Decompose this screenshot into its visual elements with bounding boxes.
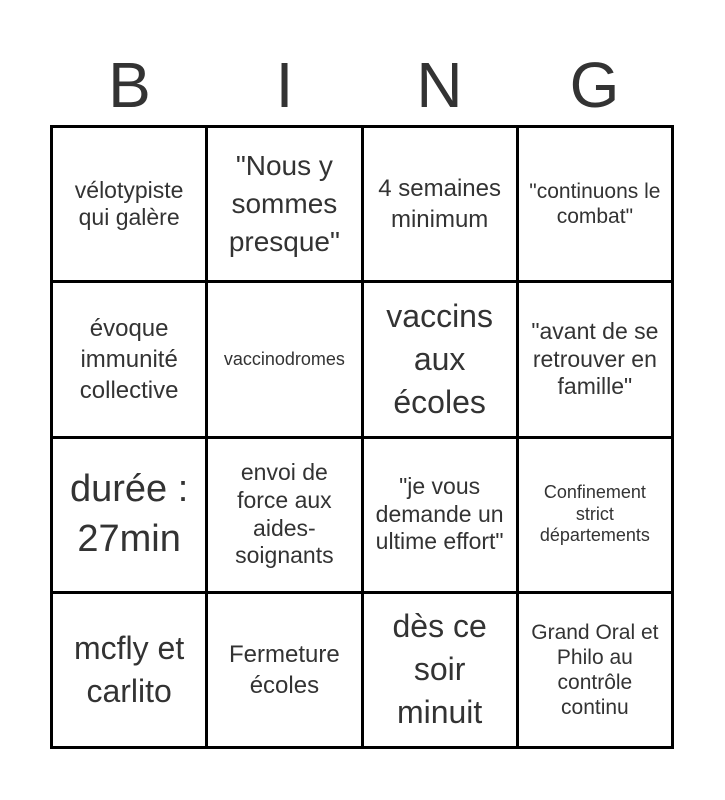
bingo-cell[interactable] [364, 594, 516, 746]
cell-text: envoi de force aux aides-soignants [235, 459, 334, 569]
bingo-cell[interactable] [53, 283, 205, 435]
header-letter-n: N [416, 49, 463, 121]
cell-text: durée : 27min [69, 468, 189, 560]
cell-text: vaccins aux écoles [386, 297, 493, 420]
bingo-cell[interactable] [364, 283, 516, 435]
cell-text: "avant de se retrouver en famille" [531, 317, 659, 400]
bingo-cell[interactable] [208, 128, 360, 280]
bingo-cell[interactable] [364, 439, 516, 591]
bingo-cell[interactable] [53, 128, 205, 280]
cell-text: vélotypiste qui galère [74, 176, 184, 231]
cell-text: évoque immunité collective [79, 314, 179, 404]
cell-text: Fermeture écoles [229, 640, 340, 699]
cell-text: "continuons le combat" [529, 179, 661, 229]
bingo-cell[interactable] [53, 594, 205, 746]
bingo-cell[interactable] [519, 594, 671, 746]
header-letter-g: G [569, 49, 620, 121]
bingo-cell[interactable] [208, 594, 360, 746]
cell-text: Grand Oral et Philo au contrôle continu [531, 620, 659, 720]
cell-text: "Nous y sommes presque" [228, 150, 340, 258]
bingo-board [50, 125, 674, 749]
cell-text: vaccinodromes [223, 348, 345, 369]
bingo-cell[interactable] [519, 283, 671, 435]
bingo-cell[interactable] [519, 128, 671, 280]
bingo-cell[interactable] [208, 439, 360, 591]
header-letter-b: B [108, 49, 151, 121]
bingo-header [52, 50, 672, 120]
header-letter-i: I [275, 49, 294, 121]
bingo-cell[interactable] [208, 283, 360, 435]
cell-text: "je vous demande un ultime effort" [375, 473, 504, 555]
bingo-cell[interactable] [53, 439, 205, 591]
cell-text: 4 semaines minimum [378, 174, 501, 234]
bingo-cell[interactable] [364, 128, 516, 280]
cell-text: Confinement strict départements [539, 482, 650, 546]
cell-text: mcfly et carlito [74, 629, 185, 709]
cell-text: dès ce soir minuit [392, 608, 487, 731]
bingo-cell[interactable] [519, 439, 671, 591]
